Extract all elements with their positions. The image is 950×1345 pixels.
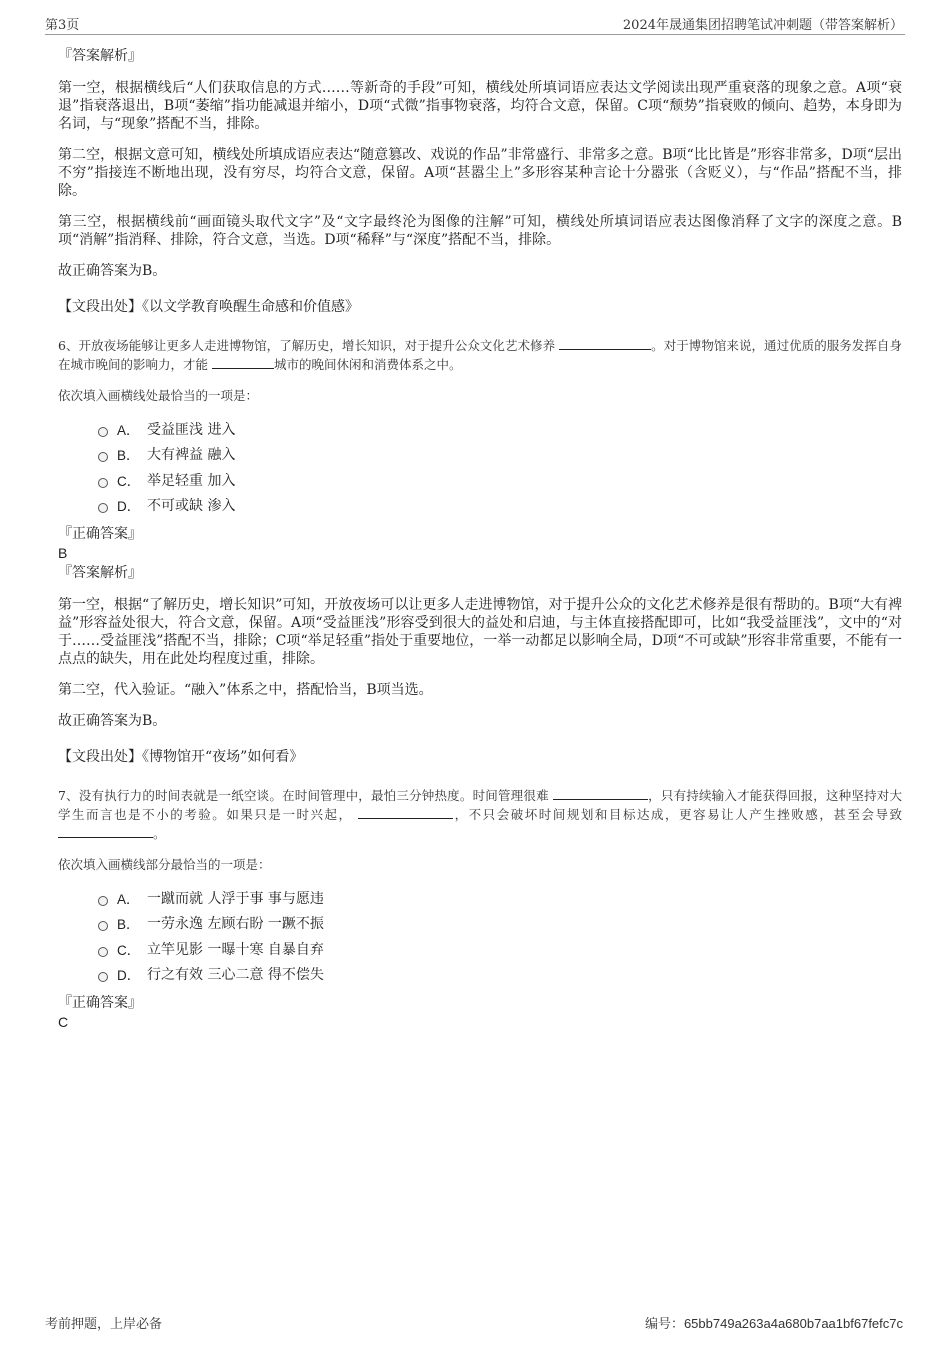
source-title: 《博物馆开“夜场”如何看》 — [142, 749, 304, 765]
q7-stem-part: 7、没有执行力的时间表就是一纸空谈。在时间管理中，最怕三分钟热度。时间管理很难 — [58, 788, 549, 803]
q7-stem-part: ，不只会破坏时间规划和目标达成，更容易让人产生挫败感，甚至会导致 — [453, 807, 902, 822]
q7-option-b[interactable] — [98, 911, 902, 937]
answer-blank — [553, 787, 648, 800]
option-text: 一劳永逸 左顾右盼 一蹶不振 — [147, 916, 324, 933]
q7-option-a[interactable] — [98, 885, 902, 911]
code-value: 65bb749a263a4a680b7aa1bf67fefc7c — [683, 1316, 903, 1331]
q6-stem — [58, 336, 902, 374]
option-text: 行之有效 三心二意 得不偿失 — [147, 967, 324, 984]
radio-button[interactable] — [98, 947, 108, 957]
document-title: 2024年晟通集团招聘笔试冲刺题（带答案解析） — [622, 18, 903, 33]
option-text: 不可或缺 渗入 — [147, 498, 236, 515]
option-text: 受益匪浅 进入 — [147, 421, 236, 438]
q6-analysis-paragraph: 第二空，代入验证。“融入”体系之中，搭配恰当，B项当选。 — [58, 682, 433, 698]
page-content — [58, 46, 902, 1032]
q6-option-b[interactable] — [98, 442, 902, 468]
answer-blank — [559, 337, 651, 350]
q7-answer: C — [58, 1014, 69, 1030]
code-label: 编号： — [644, 1317, 684, 1332]
q7-option-c[interactable] — [98, 936, 902, 962]
source-prefix: 【文段出处】 — [58, 749, 142, 765]
q7-option-d[interactable] — [98, 962, 902, 988]
q7-stem-part: ，只有持续输入才能获得回报，这种坚持对大学生而言也是不小的考验。如果只是一时兴起， — [58, 788, 902, 822]
correct-answer-label: 『正确答案』 — [58, 526, 142, 542]
option-letter: A． — [117, 891, 140, 907]
q6-option-c[interactable] — [98, 467, 902, 493]
correct-answer-label: 『正确答案』 — [58, 995, 142, 1011]
option-letter: B． — [117, 448, 140, 464]
q6-answer: B — [58, 545, 68, 561]
radio-button[interactable] — [98, 478, 108, 488]
q7-options — [58, 885, 902, 987]
radio-button[interactable] — [98, 452, 108, 462]
option-letter: C． — [117, 942, 141, 958]
source-prefix: 【文段出处】 — [58, 299, 142, 315]
q5-source — [58, 298, 902, 316]
option-text: 大有裨益 融入 — [147, 447, 236, 464]
q6-analysis-paragraph: 第一空，根据“了解历史，增长知识”可知，开放夜场可以让更多人走进博物馆，对于提升公众的文化艺术修养是很有帮助的。B项“大有裨益”形容益处很大，符合文意，保留。A项“受益匪浅”形容受到很大的益处和启迪，与主体直接搭配即可，比如“我受益匪浅”，文中的“对于……受益匪浅”搭配不当，排除；C项“举足轻重”指处于重要地位，一举一动都足以影响全局，D项“不可或缺”形容非常重要，不能有一点点的缺失，用在此处均程度过重，排除。 — [58, 597, 902, 667]
option-letter: D． — [117, 499, 141, 515]
q7-stem-part: 。 — [153, 826, 166, 841]
q5-analysis-paragraph: 第二空，根据文意可知，横线处所填成语应表达“随意篡改、戏说的作品”非常盛行、非常多之意。B项“比比皆是”形容非常多，D项“层出不穷”指接连不断地出现，没有穷尽，均符合文意，保留。A项“甚嚣尘上”多形容某种言论十分嚣张（含贬义），与“作品”搭配不当，排除。 — [58, 147, 902, 199]
q7-stem — [58, 786, 902, 843]
answer-blank — [212, 356, 274, 369]
footer-slogan: 考前押题，上岸必备 — [45, 1317, 163, 1332]
q5-analysis-paragraph: 第三空，根据横线前“画面镜头取代文字”及“文字最终沦为图像的注解”可知，横线处所填词语应表达图像消释了文字的深度之意。B项“消解”指消释、排除，符合文意，当选。D项“稀释”与“深度”搭配不当，排除。 — [58, 214, 902, 248]
q6-prompt: 依次填入画横线处最恰当的一项是： — [58, 388, 259, 403]
option-text: 立竿见影 一曝十寒 自暴自弃 — [147, 941, 324, 958]
q6-stem-part: 6、开放夜场能够让更多人走进博物馆，了解历史，增长知识，对于提升公众文化艺术修养 — [58, 338, 556, 353]
option-text: 举足轻重 加入 — [147, 472, 236, 489]
q6-options — [58, 416, 902, 518]
radio-button[interactable] — [98, 427, 108, 437]
radio-button[interactable] — [98, 972, 108, 982]
answer-blank — [358, 806, 453, 819]
option-letter: C． — [117, 473, 141, 489]
page-number: 第3页 — [45, 18, 80, 33]
answer-blank — [58, 825, 153, 838]
q6-option-d[interactable] — [98, 493, 902, 519]
analysis-label: 『答案解析』 — [58, 565, 142, 581]
document-code — [645, 1313, 903, 1332]
option-letter: B． — [117, 917, 140, 933]
option-letter: D． — [117, 968, 141, 984]
q6-option-a[interactable] — [98, 416, 902, 442]
q6-source — [58, 748, 902, 766]
q6-stem-part: 。对于博物馆来说，通过优质的服务发挥自身在城市晚间的影响力，才能 — [58, 338, 902, 372]
q5-conclusion: 故正确答案为B。 — [58, 263, 167, 279]
radio-button[interactable] — [98, 503, 108, 513]
q5-analysis-paragraph: 第一空，根据横线后“人们获取信息的方式……等新奇的手段”可知，横线处所填词语应表达文学阅读出现严重衰落的现象之意。A项“衰退”指衰落退出，B项“萎缩”指功能减退并缩小，D项“式微”指事物衰落，均符合文意，保留。C项“颓势”指衰败的倾向、趋势，本身即为名词，与“现象”搭配不当，排除。 — [58, 80, 902, 132]
radio-button[interactable] — [98, 921, 108, 931]
analysis-label: 『答案解析』 — [58, 48, 142, 64]
radio-button[interactable] — [98, 896, 108, 906]
option-text: 一蹴而就 人浮于事 事与愿违 — [147, 890, 324, 907]
q6-stem-part: 城市的晚间休闲和消费体系之中。 — [274, 357, 462, 372]
q7-prompt: 依次填入画横线部分最恰当的一项是： — [58, 857, 271, 872]
page-header — [45, 12, 905, 35]
source-title: 《以文学教育唤醒生命感和价值感》 — [142, 299, 359, 315]
option-letter: A． — [117, 422, 140, 438]
q6-conclusion: 故正确答案为B。 — [58, 713, 167, 729]
